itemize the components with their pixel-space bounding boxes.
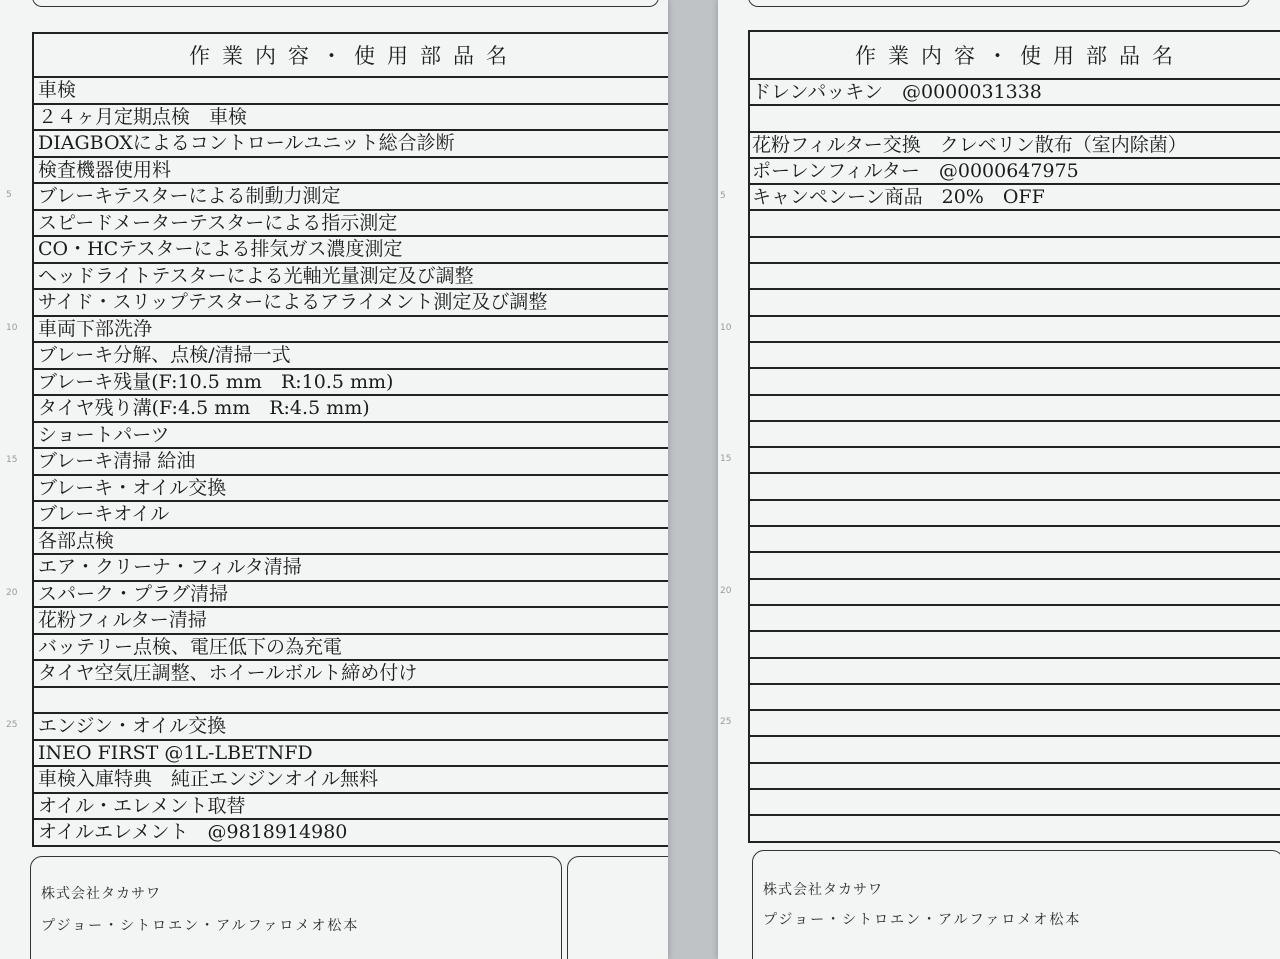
table-row: ブレーキ・オイル交換 [34,476,668,503]
table-row [750,317,1280,343]
table-row: ブレーキ残量(F:10.5 mm R:10.5 mm) [34,370,668,397]
table-row [750,211,1280,237]
top-box [748,0,1250,7]
line-numbers [0,0,28,959]
table-row: タイヤ空気圧調整、ホイールボルト締め付け [34,661,668,688]
table-row [750,685,1280,711]
line-number: 10 [720,322,732,333]
table-row [750,290,1280,316]
work-table-left [32,32,668,847]
company-box [30,856,562,959]
table-row [750,764,1280,790]
table-row [750,106,1280,132]
stamp-box [567,856,668,959]
table-row [750,816,1280,842]
table-row: 車検入庫特典 純正エンジンオイル無料 [34,767,668,794]
top-box [32,0,659,7]
table-row [750,553,1280,579]
table-row: サイド・スリップテスターによるアライメント測定及び調整 [34,290,668,317]
table-row [750,369,1280,395]
table-header: 作業内容・使用部品名 [34,34,668,78]
table-row: ブレーキ分解、点検/清掃一式 [34,343,668,370]
table-row [750,711,1280,737]
table-row: ２４ヶ月定期点検 車検 [34,105,668,132]
work-table-right [748,30,1280,843]
line-number: 15 [720,454,732,465]
table-row: エア・クリーナ・フィルタ清掃 [34,555,668,582]
table-row: 検査機器使用料 [34,158,668,185]
table-row: スピードメーターテスターによる指示測定 [34,211,668,238]
table-row [750,580,1280,606]
line-number: 5 [6,190,12,200]
table-row: 車検 [34,78,668,105]
table-row: INEO FIRST @1L-LBETNFD [34,741,668,768]
line-number: 25 [720,717,732,728]
table-row [750,474,1280,500]
table-row: ドレンパッキン @0000031338 [750,80,1280,106]
line-number: 20 [6,587,18,598]
table-row: エンジン・オイル交換 [34,714,668,741]
company-name: 株式会社タカサワ [763,882,883,898]
table-row: 花粉フィルター交換 クレベリン散布（室内除菌） [750,133,1280,159]
table-row: キャンペンーン商品 20% OFF [750,185,1280,211]
table-row [750,527,1280,553]
table-row: 花粉フィルター清掃 [34,608,668,635]
table-row [750,632,1280,658]
table-row [750,501,1280,527]
table-row [750,737,1280,763]
table-row: DIAGBOXによるコントロールユニット総合診断 [34,131,668,158]
company-box [752,850,1280,959]
dealer-name: プジョー・シトロエン・アルファロメオ松本 [763,912,1082,928]
table-row: ショートパーツ [34,423,668,450]
table-row [750,448,1280,474]
right-sheet [718,0,1280,959]
table-row [750,238,1280,264]
table-row [750,343,1280,369]
table-row [750,659,1280,685]
line-number: 25 [6,720,18,730]
line-number: 15 [6,455,18,465]
table-row: ブレーキオイル [34,502,668,529]
table-row: 各部点検 [34,529,668,556]
table-row: 車両下部洗浄 [34,317,668,344]
line-number: 5 [720,191,726,202]
table-header: 作業内容・使用部品名 [750,32,1280,80]
table-row: ポーレンフィルター @0000647975 [750,159,1280,185]
table-row: CO・HCテスターによる排気ガス濃度測定 [34,237,668,264]
table-row [750,422,1280,448]
table-row [750,264,1280,290]
line-number: 10 [6,322,18,333]
table-row: ヘッドライトテスターによる光軸光量測定及び調整 [34,264,668,291]
table-row: スパーク・プラグ清掃 [34,582,668,609]
table-row [750,790,1280,816]
dealer-name: プジョー・シトロエン・アルファロメオ松本 [41,918,360,934]
table-row [750,396,1280,422]
table-row: バッテリー点検、電圧低下の為充電 [34,635,668,662]
company-name: 株式会社タカサワ [41,886,161,902]
line-number: 20 [720,585,732,596]
table-row: ブレーキテスターによる制動力測定 [34,184,668,211]
table-row: ブレーキ清掃 給油 [34,449,668,476]
table-row: タイヤ残り溝(F:4.5 mm R:4.5 mm) [34,396,668,423]
table-row [750,606,1280,632]
table-row: オイル・エレメント取替 [34,794,668,821]
table-row [34,688,668,715]
table-row: オイルエレメント @9818914980 [34,820,668,847]
line-numbers [718,0,746,959]
